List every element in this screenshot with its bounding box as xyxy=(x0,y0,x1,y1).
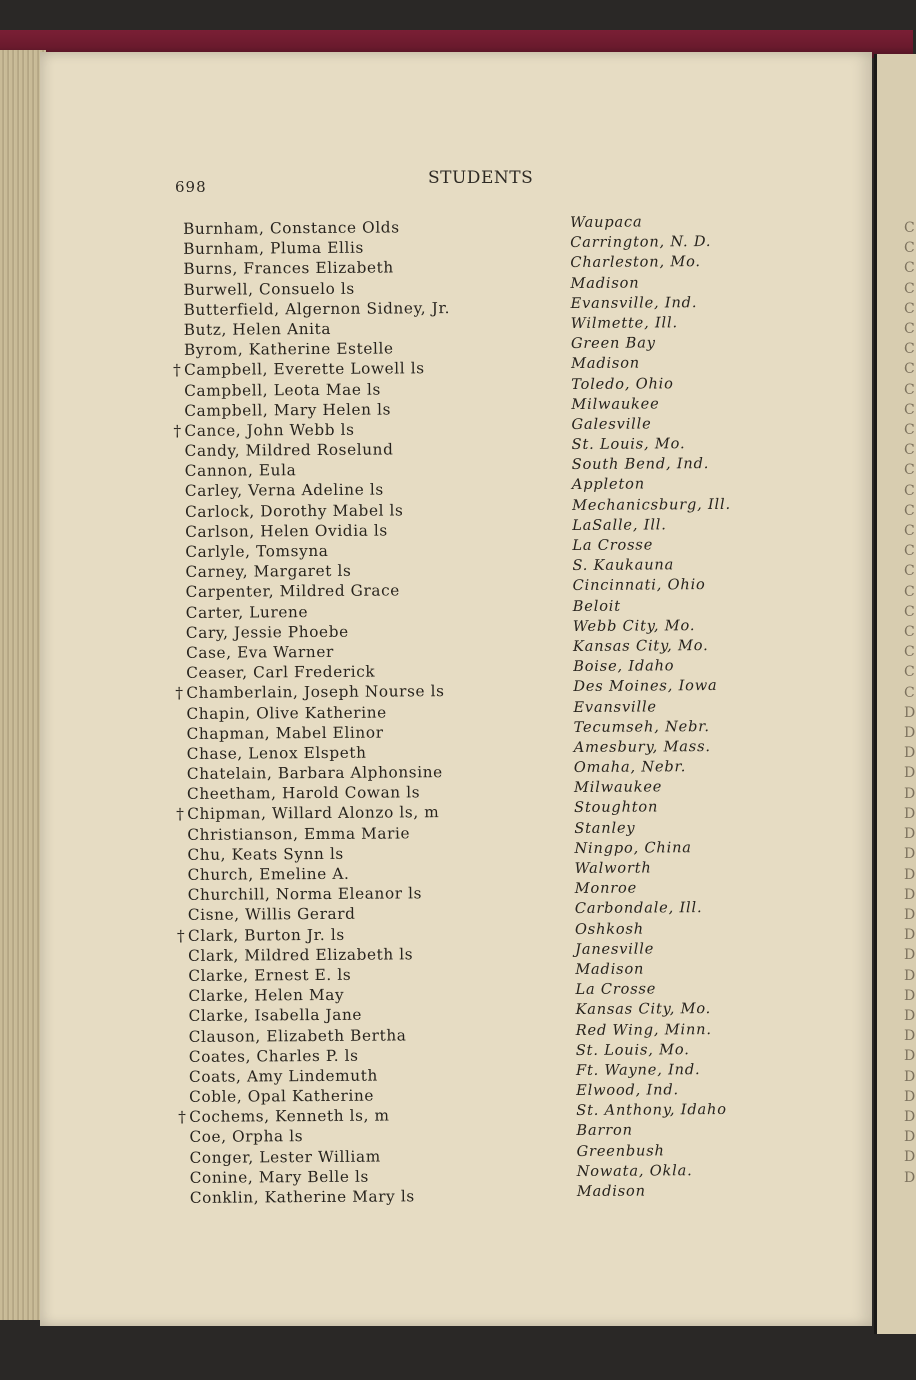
student-name-row xyxy=(175,701,505,723)
student-name-row xyxy=(178,1085,508,1107)
facing-page-letter: D xyxy=(904,1149,916,1166)
student-hometown: Charleston, Mo. xyxy=(570,253,701,272)
student-name: Case, Eva Warner xyxy=(185,642,334,662)
facing-page-letter: C xyxy=(904,502,915,519)
student-hometown: Barron xyxy=(576,1122,633,1140)
student-hometown: Ningpo, China xyxy=(574,838,692,857)
facing-page-letter: D xyxy=(904,805,916,822)
student-name: Cary, Jessie Phoebe xyxy=(185,622,349,642)
student-hometown: Cincinnati, Ohio xyxy=(572,576,706,595)
student-hometown: Milwaukee xyxy=(573,778,663,797)
student-hometown: Stoughton xyxy=(574,798,659,817)
student-names-column xyxy=(172,217,509,1208)
student-name: Cheetham, Harold Cowan ls xyxy=(186,783,421,804)
student-hometown: South Bend, Ind. xyxy=(571,455,710,474)
student-hometown: Amesbury, Mass. xyxy=(573,737,711,756)
student-name: Conine, Mary Belle ls xyxy=(189,1167,369,1187)
student-hometown: Toledo, Ohio xyxy=(571,374,674,393)
student-hometown: Walworth xyxy=(574,859,652,877)
student-hometown: Oshkosh xyxy=(574,920,645,938)
facing-page-letter: D xyxy=(904,745,916,762)
facing-page-letter: D xyxy=(904,1108,916,1125)
facing-page-letter: C xyxy=(904,624,915,641)
student-hometown: Red Wing, Minn. xyxy=(575,1020,712,1039)
student-hometown: Janesville xyxy=(575,940,655,958)
student-hometown: Appleton xyxy=(571,475,645,494)
student-hometown: La Crosse xyxy=(575,980,657,999)
student-name-row xyxy=(176,842,506,864)
student-name-row xyxy=(175,641,505,663)
student-hometown: St. Louis, Mo. xyxy=(575,1040,690,1059)
student-name-row xyxy=(176,742,506,764)
student-name-row xyxy=(177,964,507,986)
student-name: Carlyle, Tomsyna xyxy=(185,541,329,561)
student-name: Churchill, Norma Eleanor ls xyxy=(187,884,423,905)
facing-page-letter: D xyxy=(904,1048,916,1065)
student-name-row xyxy=(177,883,507,905)
student-name: Christianson, Emma Marie xyxy=(187,823,411,844)
facing-page-letter: D xyxy=(904,1169,916,1186)
student-name: Carley, Verna Adeline ls xyxy=(184,480,384,501)
facing-page-letter: D xyxy=(904,947,916,964)
student-name: Byrom, Katherine Estelle xyxy=(183,339,394,360)
student-hometown: Green Bay xyxy=(570,334,656,353)
student-name: Ceaser, Carl Frederick xyxy=(186,662,376,683)
student-name-row xyxy=(173,297,503,319)
dagger-mark: † xyxy=(173,421,182,440)
student-name: Campbell, Everette Lowell ls xyxy=(183,359,425,380)
student-hometown: Nowata, Okla. xyxy=(576,1161,693,1180)
student-name: Clark, Burton Jr. ls xyxy=(187,925,345,945)
student-name-row xyxy=(176,822,506,844)
student-hometown: Madison xyxy=(570,354,641,373)
student-name-row xyxy=(172,277,502,299)
student-name-row xyxy=(175,661,505,683)
student-name: Chamberlain, Joseph Nourse ls xyxy=(186,682,445,703)
facing-page-letter: D xyxy=(904,846,916,863)
student-name: Coates, Charles P. ls xyxy=(188,1046,359,1066)
student-name-row xyxy=(178,1105,508,1127)
facing-page-letter: D xyxy=(904,785,916,802)
student-name: Burnham, Constance Olds xyxy=(183,218,400,238)
student-name: Clauson, Elizabeth Bertha xyxy=(188,1025,407,1046)
facing-page-letter: C xyxy=(904,341,915,358)
facing-page-letter: D xyxy=(904,987,916,1004)
student-name-row xyxy=(179,1165,509,1187)
facing-page-letter: D xyxy=(904,704,916,721)
student-name: Carlson, Helen Ovidia ls xyxy=(185,521,388,541)
student-name-row xyxy=(174,439,504,461)
student-name-row xyxy=(177,943,507,965)
student-name-row xyxy=(176,802,506,824)
student-name: Carney, Margaret ls xyxy=(185,561,352,582)
student-name-row xyxy=(172,257,502,279)
student-name: Chu, Keats Synn ls xyxy=(187,844,344,864)
facing-page-letter: C xyxy=(904,523,915,540)
student-hometown: Madison xyxy=(575,960,645,978)
student-name-row xyxy=(176,721,506,743)
student-name-row xyxy=(177,923,507,945)
dagger-mark: † xyxy=(176,926,186,945)
student-name: Cance, John Webb ls xyxy=(184,420,355,440)
facing-page-letter: C xyxy=(904,603,915,620)
student-hometown: Kansas City, Mo. xyxy=(572,636,709,655)
student-name: Carter, Lurene xyxy=(185,602,309,622)
student-hometown: Omaha, Nebr. xyxy=(573,758,687,777)
student-name-row xyxy=(178,1065,508,1087)
student-name-row xyxy=(173,358,503,380)
student-hometown: Des Moines, Iowa xyxy=(573,677,718,696)
student-name-row xyxy=(177,984,507,1006)
student-name-row xyxy=(174,540,504,562)
student-name: Conklin, Katherine Mary ls xyxy=(189,1187,415,1207)
facing-page-letter: C xyxy=(904,664,915,681)
facing-page-letter: D xyxy=(904,967,916,984)
facing-page-letter: C xyxy=(904,280,915,297)
student-hometown: S. Kaukauna xyxy=(572,556,675,575)
student-name: Butz, Helen Anita xyxy=(183,319,332,339)
student-name-row xyxy=(173,378,503,400)
student-name: Cisne, Willis Gerard xyxy=(187,905,356,925)
facing-page-letter: C xyxy=(904,543,915,560)
facing-page-letter: D xyxy=(904,1068,916,1085)
facing-page-letter: C xyxy=(904,300,915,317)
student-hometown: Webb City, Mo. xyxy=(572,616,696,635)
student-name: Conger, Lester William xyxy=(189,1147,381,1167)
student-name: Clark, Mildred Elizabeth ls xyxy=(188,945,414,965)
student-name-row xyxy=(175,620,505,642)
facing-page-letter: D xyxy=(904,886,916,903)
student-name-row xyxy=(173,338,503,360)
facing-page-letter: D xyxy=(904,927,916,944)
student-name: Chatelain, Barbara Alphonsine xyxy=(186,763,443,783)
student-name: Campbell, Mary Helen ls xyxy=(184,400,392,420)
facing-page-letter: D xyxy=(904,1007,916,1024)
student-hometown: Boise, Idaho xyxy=(573,657,675,676)
facing-page-letter: C xyxy=(904,220,915,236)
student-name-row xyxy=(174,499,504,521)
facing-page-letter: D xyxy=(904,1088,916,1105)
student-name-row xyxy=(179,1186,509,1208)
student-hometown: Greenbush xyxy=(576,1141,665,1160)
student-hometown: Wilmette, Ill. xyxy=(570,314,678,332)
student-name: Coe, Orpha ls xyxy=(189,1127,304,1147)
student-name-row xyxy=(175,580,505,602)
student-hometown: Madison xyxy=(576,1182,646,1200)
student-name: Chase, Lenox Elspeth xyxy=(186,743,367,763)
student-name-row xyxy=(176,762,506,784)
student-hometown: Galesville xyxy=(571,415,652,433)
student-name-row xyxy=(174,479,504,501)
facing-page-letter: C xyxy=(904,381,915,398)
student-name: Burwell, Consuelo ls xyxy=(183,279,355,299)
facing-page-letter: D xyxy=(904,826,916,843)
student-name: Burns, Frances Elizabeth xyxy=(183,258,394,279)
student-hometown: La Crosse xyxy=(572,536,654,554)
student-hometown: Evansville, Ind. xyxy=(570,293,698,312)
student-hometown: Carbondale, Ill. xyxy=(574,899,703,918)
student-name-row xyxy=(174,560,504,582)
student-name-row xyxy=(177,903,507,925)
student-name-row xyxy=(178,1044,508,1066)
student-hometown: Madison xyxy=(570,274,640,292)
facing-page-letter: D xyxy=(904,1129,916,1146)
student-name-row xyxy=(172,217,502,239)
student-hometown: LaSalle, Ill. xyxy=(572,516,667,534)
student-name-row xyxy=(178,1145,508,1167)
student-name: Cochems, Kenneth ls, m xyxy=(189,1106,390,1127)
student-hometown: Stanley xyxy=(574,819,636,837)
student-name: Carlock, Dorothy Mabel ls xyxy=(184,501,404,521)
facing-page-letter: C xyxy=(904,482,915,499)
student-hometown: St. Anthony, Idaho xyxy=(576,1101,727,1120)
facing-page-letter: C xyxy=(904,583,915,600)
student-name: Clarke, Helen May xyxy=(188,985,345,1006)
facing-page-letter: C xyxy=(904,260,915,277)
student-hometown: Mechanicsburg, Ill. xyxy=(571,495,731,514)
student-hometown: Beloit xyxy=(572,597,621,615)
dagger-mark: † xyxy=(175,684,184,703)
student-name: Carpenter, Mildred Grace xyxy=(185,581,400,602)
facing-page-letter: D xyxy=(904,866,916,883)
student-name: Coble, Opal Katherine xyxy=(189,1086,375,1106)
student-name-row xyxy=(177,1004,507,1026)
facing-page-letter: D xyxy=(904,906,916,923)
hometowns-column xyxy=(570,212,777,1203)
facing-page-letter: C xyxy=(904,563,915,580)
student-name-row xyxy=(175,681,505,703)
student-name: Campbell, Leota Mae ls xyxy=(184,380,381,400)
student-name: Chapman, Mabel Elinor xyxy=(186,723,384,743)
facing-page-letter: C xyxy=(904,321,915,338)
student-name: Candy, Mildred Roselund xyxy=(184,440,394,460)
student-hometown: Elwood, Ind. xyxy=(576,1081,679,1100)
dagger-mark: † xyxy=(176,805,185,824)
student-hometown: Monroe xyxy=(574,879,638,898)
student-name-row xyxy=(178,1125,508,1147)
facing-page-letter: C xyxy=(904,442,915,459)
student-name: Chipman, Willard Alonzo ls, m xyxy=(187,803,440,824)
student-hometown: Tecumseh, Nebr. xyxy=(573,717,710,736)
dagger-mark: † xyxy=(172,361,182,380)
student-name-row xyxy=(173,398,503,420)
student-name-row xyxy=(175,600,505,622)
facing-page-letter: D xyxy=(904,1028,916,1045)
student-hometown: Evansville xyxy=(573,697,657,716)
facing-page-letter: C xyxy=(904,401,915,418)
facing-page-letter: C xyxy=(904,462,915,479)
student-name: Butterfield, Algernon Sidney, Jr. xyxy=(183,298,451,319)
facing-page-letter: C xyxy=(904,240,915,257)
facing-page-letters xyxy=(904,218,916,1188)
student-name-row xyxy=(172,237,502,259)
student-name-row xyxy=(173,419,503,441)
student-hometown: Waupaca xyxy=(570,213,643,231)
student-name: Church, Emeline A. xyxy=(187,864,350,884)
student-name: Chapin, Olive Katherine xyxy=(186,703,387,723)
student-name-row xyxy=(176,782,506,804)
student-hometown: Ft. Wayne, Ind. xyxy=(575,1060,701,1079)
student-hometown: Milwaukee xyxy=(571,395,660,413)
facing-page-letter: C xyxy=(904,644,915,661)
page-title: STUDENTS xyxy=(428,168,534,188)
student-name-row xyxy=(174,520,504,542)
student-hometown: Carrington, N. D. xyxy=(570,233,712,252)
student-hometown: Kansas City, Mo. xyxy=(575,1000,712,1019)
student-name-row xyxy=(173,318,503,340)
facing-page-letter: D xyxy=(904,765,916,782)
student-name: Cannon, Eula xyxy=(184,461,297,481)
student-name: Coats, Amy Lindemuth xyxy=(188,1066,378,1086)
student-name: Burnham, Pluma Ellis xyxy=(183,238,364,259)
student-name-row xyxy=(178,1024,508,1046)
facing-page-letter: C xyxy=(904,422,915,439)
facing-page-letter: D xyxy=(904,725,916,742)
student-name: Clarke, Ernest E. ls xyxy=(188,965,352,985)
student-name: Clarke, Isabella Jane xyxy=(188,1006,363,1026)
page-number: 698 xyxy=(175,178,207,196)
facing-page-letter: C xyxy=(904,684,915,701)
facing-page-letter: C xyxy=(904,361,915,378)
student-hometown: St. Louis, Mo. xyxy=(571,435,686,454)
student-name-row xyxy=(177,863,507,885)
dagger-mark: † xyxy=(178,1108,187,1127)
student-name-row xyxy=(174,459,504,481)
